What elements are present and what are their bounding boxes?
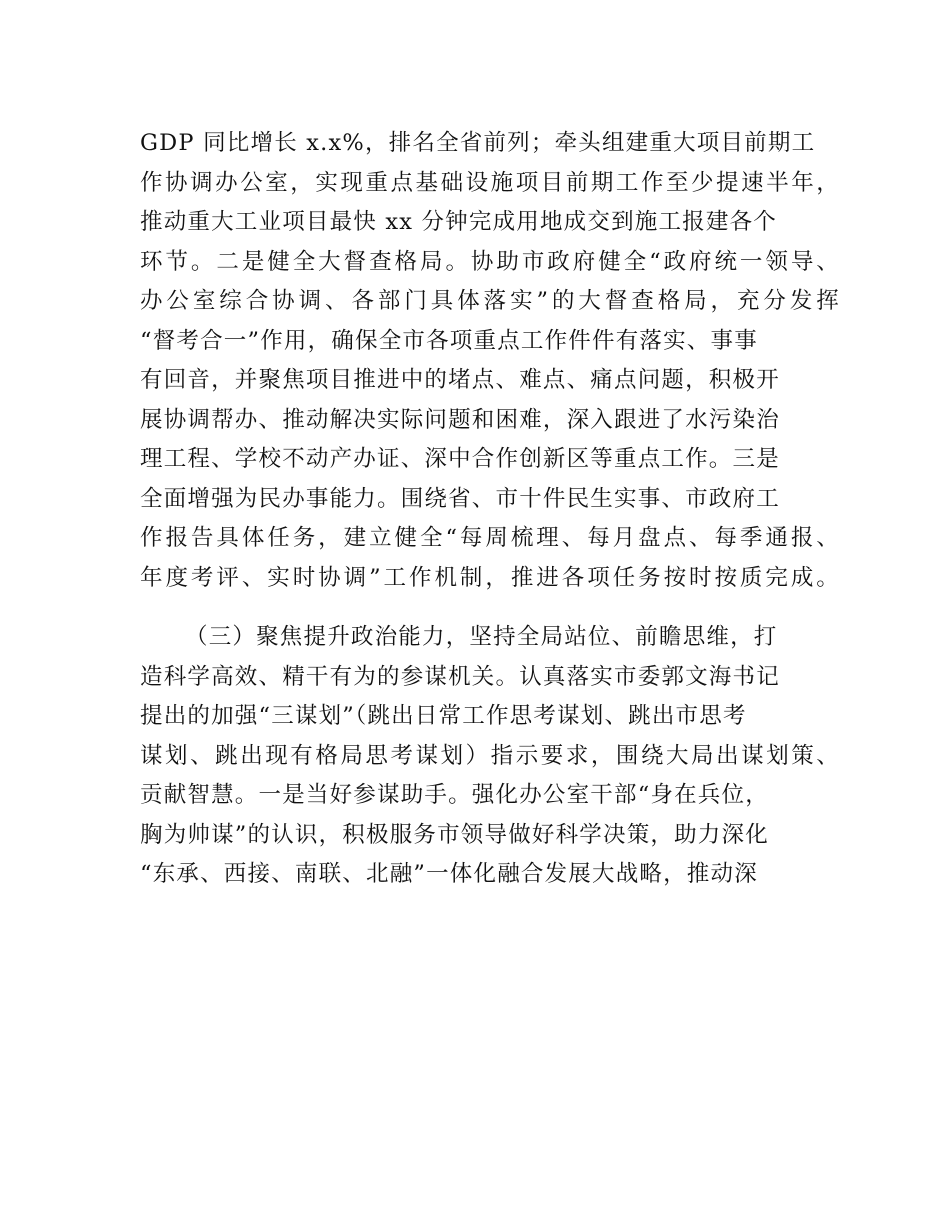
text-line: “东承、西接、南联、北融”一体化融合发展大战略，推动深 bbox=[140, 861, 758, 887]
text-line: 年度考评、实时协调”工作机制，推进各项任务按时按质完成。 bbox=[140, 564, 840, 591]
text-line: 贡献智慧。一是当好参谋助手。强化办公室干部“身在兵位， bbox=[140, 782, 769, 808]
text-line: 谋划、跳出现有格局思考谋划）指示要求，围绕大局出谋划策、 bbox=[140, 742, 840, 769]
text-line: 作报告具体任务，建立健全“每周梳理、每月盘点、每季通报、 bbox=[140, 525, 840, 551]
text-line: 理工程、学校不动产办证、深中合作创新区等重点工作。三是 bbox=[140, 446, 780, 472]
text-line: GDP 同比增长 x.x%，排名全省前列；牵头组建重大项目前期工 bbox=[140, 130, 816, 156]
text-line: 环节。二是健全大督查格局。协助市政府健全“政府统一领导、 bbox=[140, 248, 840, 275]
document-body bbox=[140, 124, 840, 895]
text-line: 展协调帮办、推动解决实际问题和困难，深入跟进了水污染治 bbox=[140, 406, 780, 433]
text-line: 全面增强为民办事能力。围绕省、市十件民生实事、市政府工 bbox=[140, 485, 780, 512]
text-line: 推动重大工业项目最快 xx 分钟完成用地成交到施工报建各个 bbox=[140, 209, 777, 235]
text-line: 办公室综合协调、各部门具体落实”的大督查格局，充分发挥 bbox=[140, 288, 840, 314]
text-line: 胸为帅谋”的认识，积极服务市领导做好科学决策，助力深化 bbox=[140, 821, 769, 848]
text-line: “督考合一”作用，确保全市各项重点工作件件有落实、事事 bbox=[140, 327, 758, 354]
paragraph bbox=[140, 124, 840, 598]
text-line: （三）聚焦提升政治能力，坚持全局站位、前瞻思维，打 bbox=[185, 624, 778, 650]
text-line: 提出的加强“三谋划”（跳出日常工作思考谋划、跳出市思考 bbox=[140, 703, 747, 729]
text-line: 有回音，并聚焦项目推进中的堵点、难点、痛点问题，积极开 bbox=[140, 367, 780, 393]
text-line: 作协调办公室，实现重点基础设施项目前期工作至少提速半年， bbox=[140, 169, 840, 196]
text-line: 造科学高效、精干有为的参谋机关。认真落实市委郭文海书记 bbox=[140, 663, 780, 690]
paragraph-spacer bbox=[140, 598, 840, 618]
paragraph bbox=[140, 618, 840, 895]
